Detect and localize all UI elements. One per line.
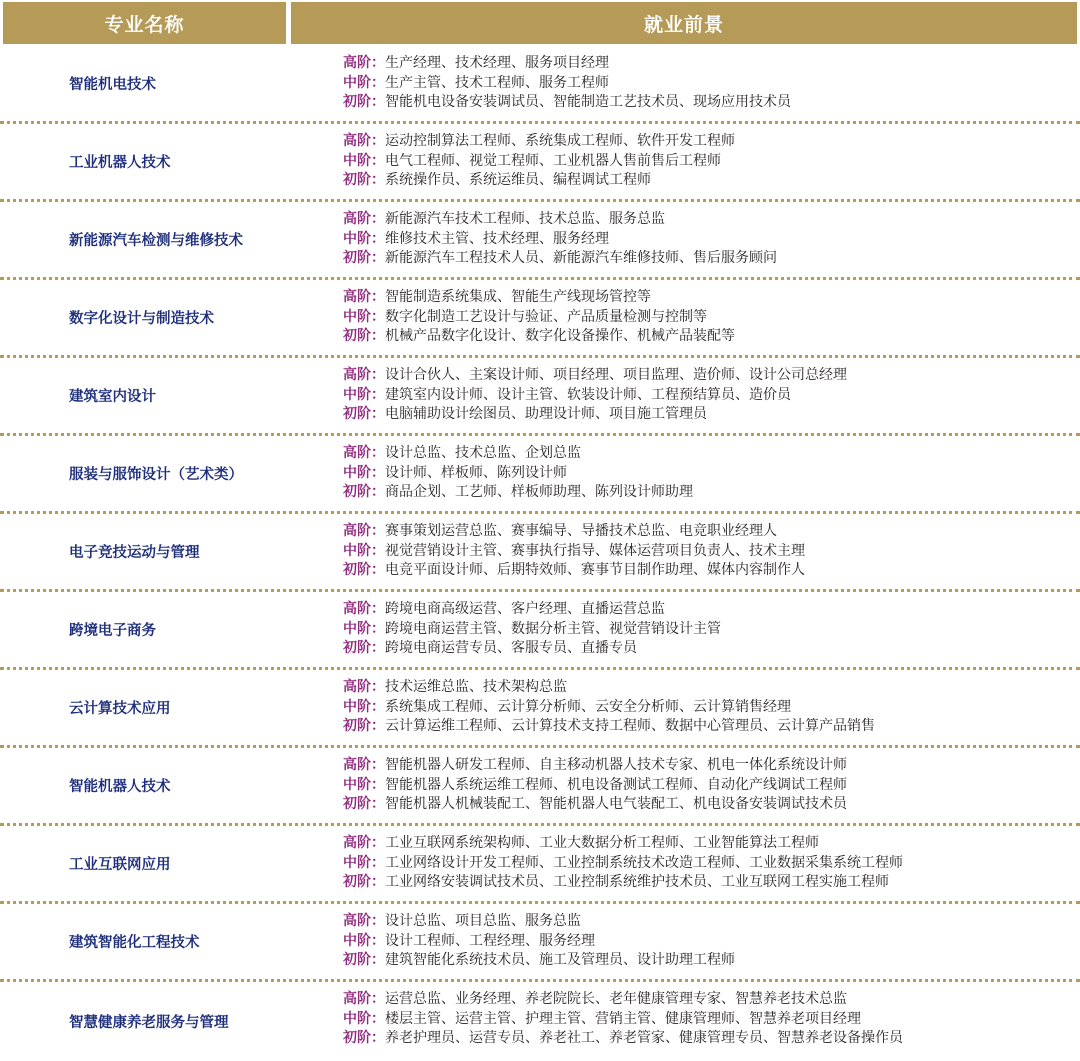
level-label-high: 高阶：	[343, 211, 385, 227]
major-name: 智能机器人技术	[69, 779, 171, 795]
career-line-mid	[343, 854, 903, 874]
major-name: 跨境电子商务	[69, 623, 156, 639]
career-list	[343, 288, 735, 347]
career-line-mid	[343, 698, 875, 718]
career-line-high	[343, 990, 903, 1010]
career-line-mid	[343, 776, 847, 796]
career-text-high: 设计总监、技术总监、企划总监	[385, 445, 581, 461]
career-line-entry	[343, 327, 735, 347]
level-label-mid: 中阶：	[343, 308, 385, 325]
career-line-entry	[343, 249, 777, 269]
level-label-entry: 初阶：	[343, 328, 385, 344]
level-label-high: 高阶：	[343, 679, 385, 695]
header-prospects: 就业前景	[291, 2, 1077, 44]
level-label-high: 高阶：	[343, 835, 385, 851]
table-row	[0, 436, 1080, 514]
major-name: 服装与服饰设计（艺术类）	[69, 467, 243, 483]
career-text-mid: 工业网络设计开发工程师、工业控制系统技术改造工程师、工业数据采集系统工程师	[385, 854, 903, 871]
level-label-high: 高阶：	[343, 991, 385, 1007]
career-text-high: 跨境电商高级运营、客户经理、直播运营总监	[385, 601, 665, 617]
career-text-high: 运营总监、业务经理、养老院院长、老年健康管理专家、智慧养老技术总监	[385, 991, 847, 1007]
major-name: 工业互联网应用	[69, 857, 171, 873]
career-text-mid: 智能机器人系统运维工程师、机电设备测试工程师、自动化产线调试工程师	[385, 776, 847, 793]
career-text-high: 设计合伙人、主案设计师、项目经理、项目监理、造价师、设计公司总经理	[385, 367, 847, 383]
level-label-entry: 初阶：	[343, 952, 385, 968]
career-list	[343, 756, 847, 815]
career-line-mid	[343, 932, 735, 952]
level-label-entry: 初阶：	[343, 562, 385, 578]
career-line-entry	[343, 717, 875, 737]
career-text-entry: 云计算运维工程师、云计算技术支持工程师、数据中心管理员、云计算产品销售	[385, 718, 875, 734]
career-text-mid: 系统集成工程师、云计算分析师、云安全分析师、云计算销售经理	[385, 698, 791, 715]
career-line-high	[343, 366, 847, 386]
major-name: 新能源汽车检测与维修技术	[69, 233, 243, 249]
career-list	[343, 522, 805, 581]
career-line-entry	[343, 171, 735, 191]
career-line-mid	[343, 464, 693, 484]
level-label-mid: 中阶：	[343, 542, 385, 559]
career-text-mid: 视觉营销设计主管、赛事执行指导、媒体运营项目负责人、技术主理	[385, 542, 805, 559]
career-line-mid	[343, 152, 735, 172]
career-list	[343, 912, 735, 971]
level-label-entry: 初阶：	[343, 796, 385, 812]
career-line-entry	[343, 561, 805, 581]
table-row	[0, 982, 1080, 1061]
career-list	[343, 210, 777, 269]
career-text-mid: 生产主管、技术工程师、服务工程师	[385, 74, 609, 91]
table-header	[0, 0, 1080, 46]
career-line-high	[343, 912, 735, 932]
level-label-entry: 初阶：	[343, 1030, 385, 1046]
career-line-high	[343, 756, 847, 776]
career-line-entry	[343, 483, 693, 503]
career-text-mid: 建筑室内设计师、设计主管、软装设计师、工程预结算员、造价员	[385, 386, 791, 403]
major-name: 智慧健康养老服务与管理	[69, 1015, 229, 1031]
career-text-mid: 数字化制造工艺设计与验证、产品质量检测与控制等	[385, 308, 707, 325]
level-label-mid: 中阶：	[343, 74, 385, 91]
table-row	[0, 358, 1080, 436]
career-line-mid	[343, 230, 777, 250]
level-label-entry: 初阶：	[343, 718, 385, 734]
career-text-entry: 系统操作员、系统运维员、编程调试工程师	[385, 172, 651, 188]
level-label-entry: 初阶：	[343, 484, 385, 500]
level-label-mid: 中阶：	[343, 386, 385, 403]
level-label-entry: 初阶：	[343, 172, 385, 188]
career-text-high: 智能机器人研发工程师、自主移动机器人技术专家、机电一体化系统设计师	[385, 757, 847, 773]
career-line-entry	[343, 93, 791, 113]
career-text-entry: 新能源汽车工程技术人员、新能源汽车维修技师、售后服务顾问	[385, 250, 777, 266]
major-name: 电子竞技运动与管理	[69, 545, 200, 561]
table-row	[0, 124, 1080, 202]
career-text-high: 新能源汽车技术工程师、技术总监、服务总监	[385, 211, 665, 227]
table-body	[0, 46, 1080, 1061]
career-text-entry: 商品企划、工艺师、样板师助理、陈列设计师助理	[385, 484, 693, 500]
level-label-mid: 中阶：	[343, 230, 385, 247]
career-text-high: 工业互联网系统架构师、工业大数据分析工程师、工业智能算法工程师	[385, 835, 819, 851]
level-label-mid: 中阶：	[343, 698, 385, 715]
level-label-mid: 中阶：	[343, 620, 385, 637]
career-line-high	[343, 288, 735, 308]
career-text-mid: 设计工程师、工程经理、服务经理	[385, 932, 595, 949]
career-line-entry	[343, 639, 721, 659]
level-label-entry: 初阶：	[343, 640, 385, 656]
career-list	[343, 366, 847, 425]
career-list	[343, 132, 735, 191]
level-label-high: 高阶：	[343, 367, 385, 383]
career-line-entry	[343, 873, 903, 893]
career-line-mid	[343, 1010, 903, 1030]
level-label-mid: 中阶：	[343, 776, 385, 793]
level-label-entry: 初阶：	[343, 250, 385, 266]
career-line-high	[343, 834, 903, 854]
career-line-entry	[343, 795, 847, 815]
career-text-high: 赛事策划运营总监、赛事编导、导播技术总监、电竞职业经理人	[385, 523, 777, 539]
career-line-entry	[343, 1029, 903, 1049]
level-label-high: 高阶：	[343, 55, 385, 71]
career-list	[343, 600, 721, 659]
table-row	[0, 904, 1080, 982]
major-name: 数字化设计与制造技术	[69, 311, 214, 327]
career-line-mid	[343, 542, 805, 562]
career-line-high	[343, 522, 805, 542]
table-row	[0, 670, 1080, 748]
career-text-entry: 电竞平面设计师、后期特效师、赛事节目制作助理、媒体内容制作人	[385, 562, 805, 578]
header-major: 专业名称	[3, 2, 286, 44]
level-label-mid: 中阶：	[343, 152, 385, 169]
career-text-entry: 智能机器人机械装配工、智能机器人电气装配工、机电设备安装调试技术员	[385, 796, 847, 812]
career-line-mid	[343, 386, 847, 406]
career-list	[343, 444, 693, 503]
career-text-mid: 电气工程师、视觉工程师、工业机器人售前售后工程师	[385, 152, 721, 169]
major-name: 建筑智能化工程技术	[69, 935, 200, 951]
career-text-mid: 楼层主管、运营主管、护理主管、营销主管、健康管理师、智慧养老项目经理	[385, 1010, 861, 1027]
career-line-entry	[343, 405, 847, 425]
level-label-high: 高阶：	[343, 523, 385, 539]
major-name: 云计算技术应用	[69, 701, 171, 717]
career-text-high: 设计总监、项目总监、服务总监	[385, 913, 581, 929]
career-text-high: 运动控制算法工程师、系统集成工程师、软件开发工程师	[385, 133, 735, 149]
career-line-high	[343, 54, 791, 74]
career-list	[343, 990, 903, 1049]
career-line-high	[343, 210, 777, 230]
level-label-high: 高阶：	[343, 913, 385, 929]
career-list	[343, 54, 791, 113]
career-text-high: 生产经理、技术经理、服务项目经理	[385, 55, 609, 71]
level-label-high: 高阶：	[343, 601, 385, 617]
career-line-high	[343, 600, 721, 620]
career-line-high	[343, 132, 735, 152]
major-name: 建筑室内设计	[69, 389, 156, 405]
career-line-mid	[343, 620, 721, 640]
table-row	[0, 826, 1080, 904]
career-line-entry	[343, 951, 735, 971]
career-list	[343, 834, 903, 893]
career-line-high	[343, 678, 875, 698]
level-label-high: 高阶：	[343, 445, 385, 461]
table-row	[0, 46, 1080, 124]
level-label-entry: 初阶：	[343, 406, 385, 422]
career-text-entry: 工业网络安装调试技术员、工业控制系统维护技术员、工业互联网工程实施工程师	[385, 874, 889, 890]
table-row	[0, 514, 1080, 592]
table-row	[0, 592, 1080, 670]
career-text-entry: 跨境电商运营专员、客服专员、直播专员	[385, 640, 637, 656]
career-line-mid	[343, 308, 735, 328]
career-text-entry: 智能机电设备安装调试员、智能制造工艺技术员、现场应用技术员	[385, 94, 791, 110]
career-text-mid: 设计师、样板师、陈列设计师	[385, 464, 567, 481]
level-label-high: 高阶：	[343, 757, 385, 773]
career-text-high: 技术运维总监、技术架构总监	[385, 679, 567, 695]
career-text-high: 智能制造系统集成、智能生产线现场管控等	[385, 289, 651, 305]
career-text-entry: 养老护理员、运营专员、养老社工、养老管家、健康管理专员、智慧养老设备操作员	[385, 1030, 903, 1046]
level-label-high: 高阶：	[343, 289, 385, 305]
career-list	[343, 678, 875, 737]
level-label-entry: 初阶：	[343, 874, 385, 890]
level-label-mid: 中阶：	[343, 1010, 385, 1027]
career-text-entry: 电脑辅助设计绘图员、助理设计师、项目施工管理员	[385, 406, 707, 422]
level-label-mid: 中阶：	[343, 854, 385, 871]
career-line-mid	[343, 74, 791, 94]
level-label-mid: 中阶：	[343, 932, 385, 949]
level-label-mid: 中阶：	[343, 464, 385, 481]
career-text-mid: 维修技术主管、技术经理、服务经理	[385, 230, 609, 247]
table-row	[0, 748, 1080, 826]
table-row	[0, 280, 1080, 358]
career-text-entry: 机械产品数字化设计、数字化设备操作、机械产品装配等	[385, 328, 735, 344]
major-name: 智能机电技术	[69, 77, 156, 93]
career-text-entry: 建筑智能化系统技术员、施工及管理员、设计助理工程师	[385, 952, 735, 968]
level-label-entry: 初阶：	[343, 94, 385, 110]
career-line-high	[343, 444, 693, 464]
level-label-high: 高阶：	[343, 133, 385, 149]
major-name: 工业机器人技术	[69, 155, 171, 171]
table-row	[0, 202, 1080, 280]
career-text-mid: 跨境电商运营主管、数据分析主管、视觉营销设计主管	[385, 620, 721, 637]
